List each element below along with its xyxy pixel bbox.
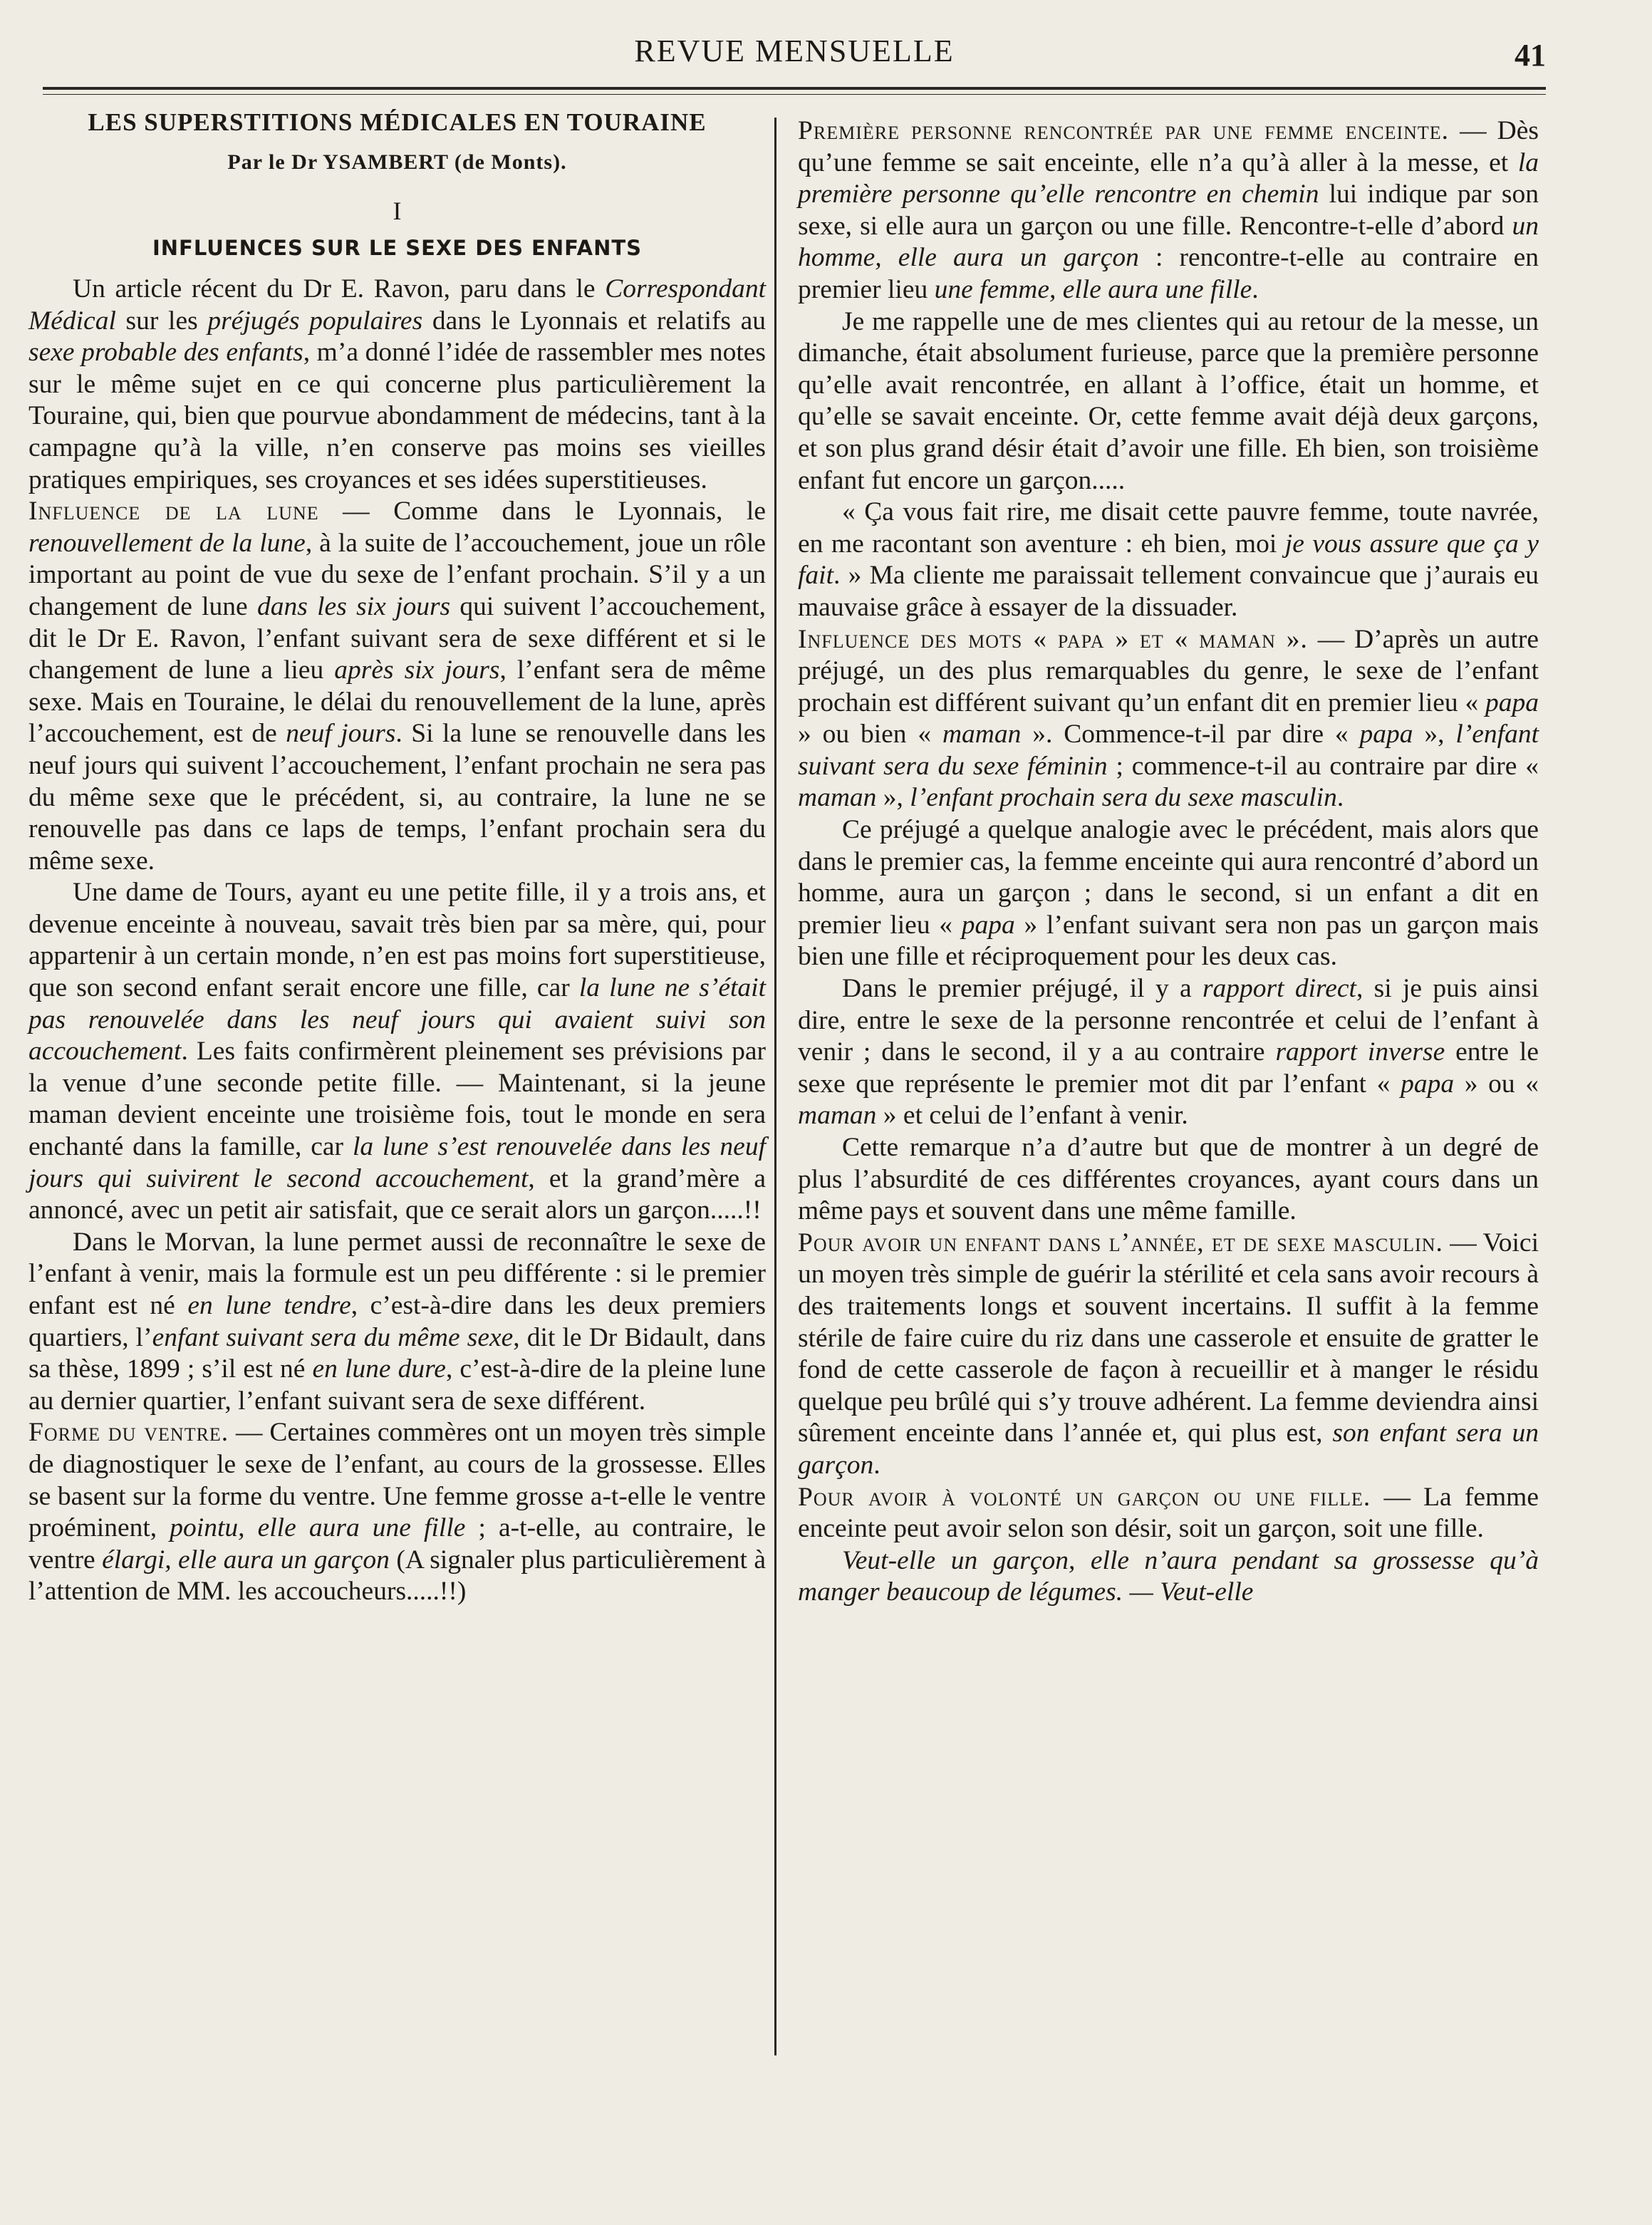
journal-title: REVUE MENSUELLE <box>634 33 955 68</box>
paragraph-intro: Un article récent du Dr E. Ravon, paru dans le Correspondant Médical sur les préjugés populaires dans le Lyonnais et relatifs au sexe probable des enfants, m’a donné l’idée de rassembler mes notes sur le même sujet en ce qui concerne plus particulièrement la Touraine, qui, bien que pourvue abondamment de médecins, tant à la campagne qu’à la ville, n’en conserve pas moins ses vieilles pratiques empiriques, ses croyances et ses idées superstitieuses. <box>28 274 767 494</box>
page-number: 41 <box>1515 38 1546 73</box>
paragraph-heading: Forme du ventre. <box>28 1418 229 1448</box>
left-column <box>28 107 766 1608</box>
paragraph-enfant-dans-annee: Pour avoir un enfant dans l’année, et de sexe masculin. — Voici un moyen très simple de guérir la stérilité et cela sans avoir recours à des traitements longs et souvent incertains. Il suffit à la femme stérile de faire cuire du riz dans une casserole et ensuite de gratter le fond de cette casserole de façon à recueillir et à manger le résidu quelque peu brûlé qui s’y trouve adhérent. La femme deviendra ainsi sûrement enceinte dans l’année et, qui plus est, son enfant sera un garçon. <box>798 1228 1539 1480</box>
paragraph-influence-lune: Influence de la lune — Comme dans le Lyonnais, le renouvellement de la lune, à la suite de l’accouchement, joue un rôle important au point de vue du sexe de l’enfant prochain. S’il y a un changement de lune dans les six jours qui suivent l’accouchement, dit le Dr E. Ravon, l’enfant suivant sera de sexe différent et si le changement de lune a lieu après six jours, l’enfant sera de même sexe. Mais en Touraine, le délai du renouvellement de la lune, après l’accouchement, est de neuf jours. Si la lune se renouvelle dans les neuf jours qui suivent l’accouchement, l’enfant prochain ne sera pas du même sexe que le précédent, si, au contraire, la lune ne se renouvelle pas dans ce laps de temps, l’enfant prochain sera du même sexe. <box>28 497 767 876</box>
column-divider <box>774 118 776 2055</box>
section-numeral: I <box>393 197 402 225</box>
paragraph-heading: Pour avoir un enfant dans l’année, et de sexe masculin. <box>798 1228 1443 1257</box>
page-header <box>43 27 1546 84</box>
paragraph-heading: Première personne rencontrée par une femme enceinte. <box>798 116 1450 145</box>
paragraph-ca-vous-fait-rire: « Ça vous fait rire, me disait cette pauvre femme, toute navrée, en me racontant son aventure : eh bien, moi je vous assure que ça y fait. » Ma cliente me paraissait tellement convaincue que j’aurais eu mauvaise grâce à essayer de la dissuader. <box>798 497 1539 622</box>
paragraph-morvan: Dans le Morvan, la lune permet aussi de reconnaître le sexe de l’enfant à venir, mais la formule est un peu différente : si le premier enfant est né en lune tendre, c’est-à-dire dans les deux premiers quartiers, l’enfant suivant sera du même sexe, dit le Dr Bidault, dans sa thèse, 1899 ; s’il est né en lune dure, c’est-à-dire de la pleine lune au dernier quartier, l’enfant suivant sera de sexe différent. <box>28 1227 766 1416</box>
paragraph-heading: Pour avoir à volonté un garçon ou une fille. <box>798 1482 1371 1512</box>
article-title: LES SUPERSTITIONS MÉDICALES EN TOURAINE <box>88 108 707 136</box>
header-rule <box>43 87 1546 95</box>
paragraph-dame-de-tours: Une dame de Tours, ayant eu une petite fille, il y a trois ans, et devenue enceinte à nouveau, savait très bien par sa mère, qui, pour appartenir à un certain monde, n’en est pas moins fort superstitieuse, que son second enfant serait encore une fille, car la lune ne s’était pas renouvelée dans les neuf jours qui avaient suivi son accouchement. Les faits confirmèrent pleinement ses prévisions par la venue d’une seconde petite fille. — Maintenant, si la jeune maman devient enceinte une troisième fois, tout le monde en sera enchanté dans la famille, car la lune s’est renouvelée dans les neuf jours qui suivirent le second accouchement, et la grand’mère a annoncé, avec un petit air satisfait, que ce serait alors un garçon.....!! <box>28 878 767 1225</box>
paragraph-veut-elle: Veut-elle un garçon, elle n’aura pendant sa grossesse qu’à manger beaucoup de légumes. — Veut-elle <box>798 1545 1539 1607</box>
paragraph-a-volonte: Pour avoir à volonté un garçon ou une fille. — La femme enceinte peut avoir selon son désir, soit un garçon, soit une fille. <box>798 1482 1539 1544</box>
article-author: Par le Dr YSAMBERT (de Monts). <box>227 150 567 174</box>
paragraph-rapport: Dans le premier préjugé, il y a rapport direct, si je puis ainsi dire, entre le sexe de la personne rencontrée et celui de l’enfant à venir ; dans le second, il y a au contraire rapport inverse entre le sexe que représente le premier mot dit par l’enfant « papa » ou « maman » et celui de l’enfant à venir. <box>798 974 1539 1131</box>
right-column <box>798 115 1539 1609</box>
paragraph-papa-maman: Influence des mots « papa » et « maman ». — D’après un autre préjugé, un des plus remarquables du genre, le sexe de l’enfant prochain est différent suivant qu’un enfant dit en premier lieu « papa » ou bien « maman ». Commence-t-il par dire « papa », l’enfant suivant sera du sexe féminin ; commence-t-il au contraire par dire « maman », l’enfant prochain sera du sexe masculin. <box>798 624 1539 813</box>
paragraph-analogie: Ce préjugé a quelque analogie avec le précédent, mais alors que dans le premier cas, la femme enceinte qui aura rencontré d’abord un homme, aura un garçon ; dans le second, si un enfant a dit en premier lieu « papa » l’enfant suivant sera non pas un garçon mais bien une fille et réciproquement pour les deux cas. <box>798 815 1539 972</box>
paragraph-premiere-personne: Première personne rencontrée par une femme enceinte. — Dès qu’une femme se sait enceinte, elle n’a qu’à aller à la messe, et la première personne qu’elle rencontre en chemin lui indique par son sexe, si elle aura un garçon ou une fille. Rencontre-t-elle d’abord un homme, elle aura un garçon : rencontre-t-elle au contraire en premier lieu une femme, elle aura une fille. <box>798 116 1539 304</box>
paragraph-remarque: Cette remarque n’a d’autre but que de montrer à un degré de plus l’absurdité de ces différentes croyances, ayant cours dans un même pays et souvent dans une même famille. <box>798 1133 1539 1226</box>
section-title: INFLUENCES SUR LE SEXE DES ENFANTS <box>152 236 643 260</box>
paragraph-heading: Influence des mots « papa » et « maman ». <box>798 624 1308 654</box>
paragraph-forme-du-ventre: Forme du ventre. — Certaines commères ont un moyen très simple de diagnostiquer le sexe de l’enfant, au cours de la grossesse. Elles se basent sur la forme du ventre. Une femme grosse a-t-elle le ventre proéminent, pointu, elle aura une fille ; a-t-elle, au contraire, le ventre élargi, elle aura un garçon (A signaler plus particulièrement à l’attention de MM. les accoucheurs.....!!) <box>28 1418 766 1607</box>
paragraph-cliente: Je me rappelle une de mes clientes qui au retour de la messe, un dimanche, était absolument furieuse, parce que la première personne qu’elle avait rencontrée, en allant à l’office, était un homme, et qu’elle se savait enceinte. Or, cette femme avait déjà deux garçons, et son plus grand désir était d’avoir une fille. Eh bien, son troisième enfant fut encore un garçon..... <box>798 306 1539 495</box>
paragraph-heading: Influence de la lune <box>28 497 319 527</box>
